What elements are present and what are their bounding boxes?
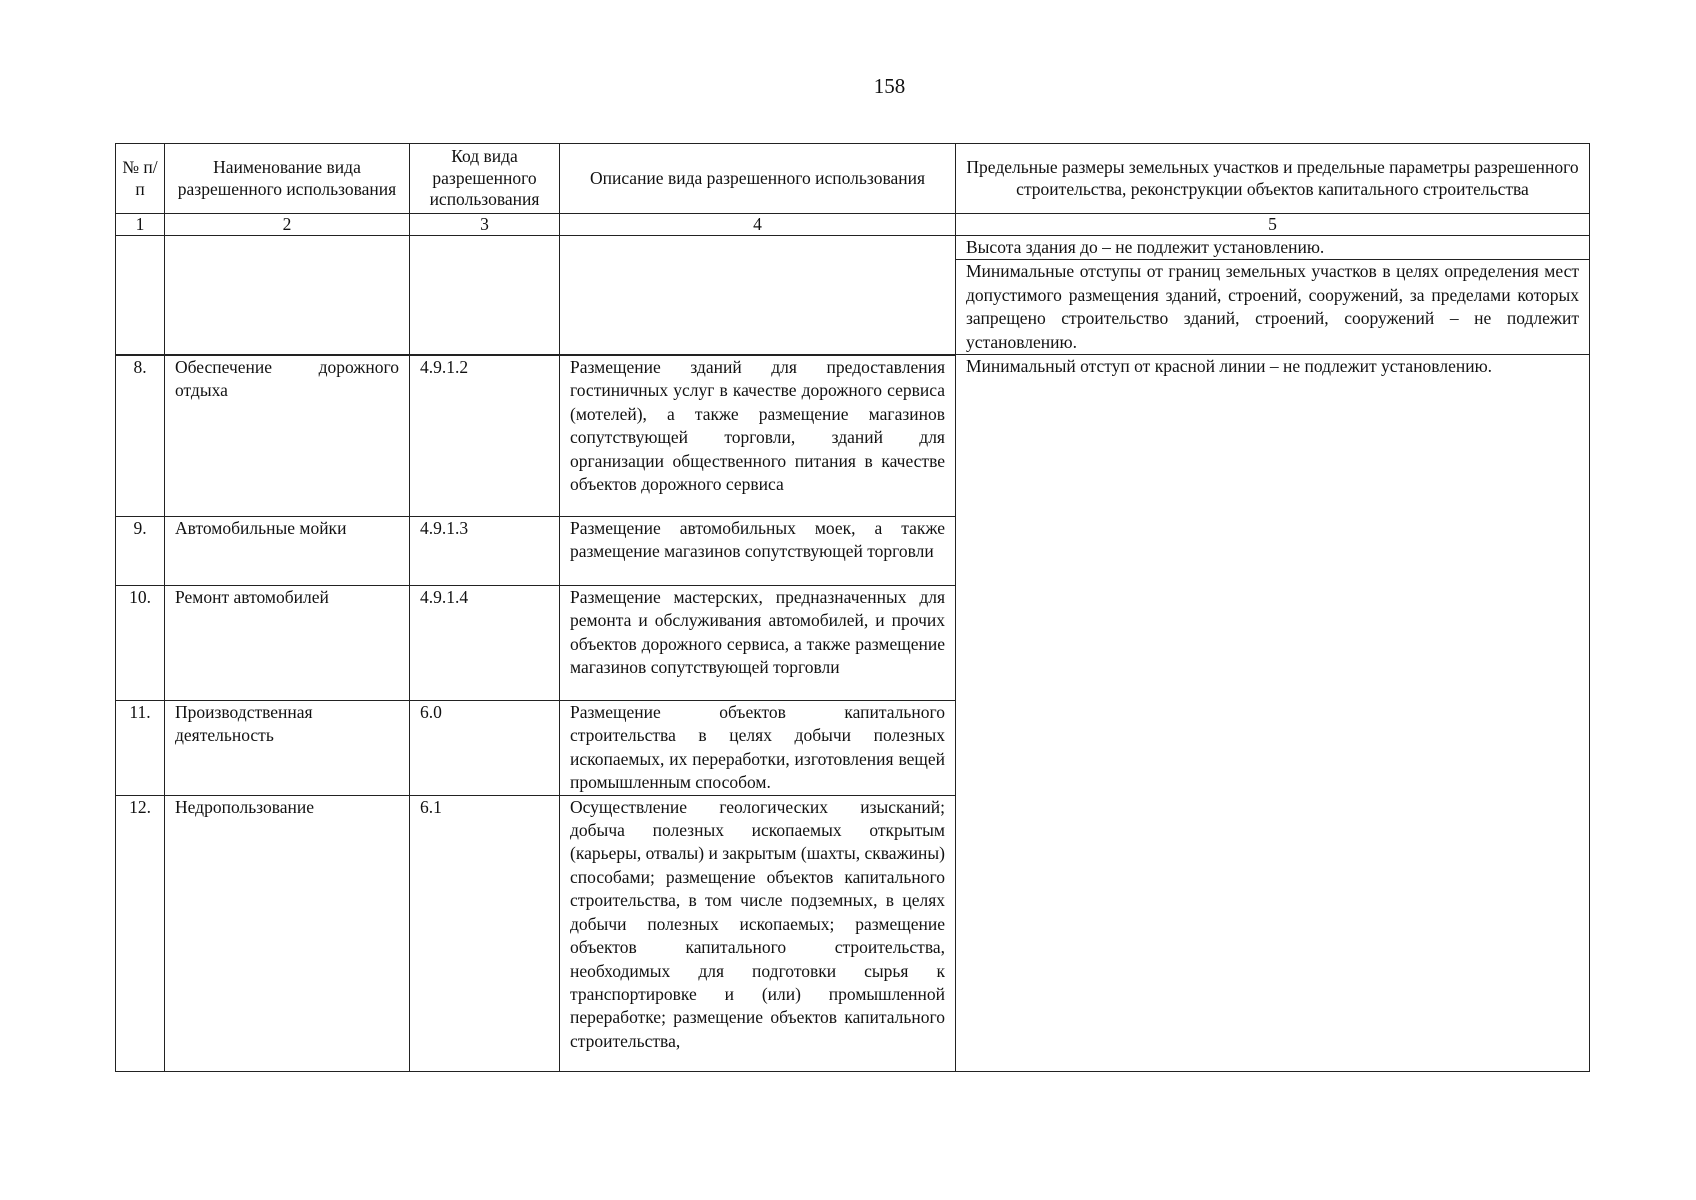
header-description: Описание вида разрешенного использования	[560, 144, 956, 214]
use-code: 4.9.1.4	[410, 586, 560, 701]
continuation-cell	[410, 236, 560, 355]
use-name: Производственная деятельность	[165, 701, 410, 796]
use-code: 4.9.1.2	[410, 356, 560, 517]
use-name: Ремонт автомобилей	[165, 586, 410, 701]
param-red-line: Минимальный отступ от красной линии – не подлежит установлению.	[956, 355, 1590, 1072]
continuation-cell	[116, 236, 165, 355]
header-name: Наименование вида разрешенного использования	[165, 144, 410, 214]
row-number: 9.	[116, 517, 165, 586]
continuation-cell	[560, 236, 956, 355]
page-number: 158	[873, 74, 906, 98]
permitted-use-table	[115, 143, 1590, 1071]
use-code: 6.0	[410, 701, 560, 796]
column-number: 4	[560, 214, 956, 236]
param-setbacks: Минимальные отступы от границ земельных участков в целях определения мест допустимого размещения зданий, строений, сооружений, за пределами которых запрещено строительство зданий, строений, сооружений – не подлежит установлению.	[956, 260, 1590, 355]
header-num: № п/п	[116, 144, 165, 214]
use-description: Размещение мастерских, предназначенных для ремонта и обслуживания автомобилей, и прочих объектов дорожного сервиса, а также размещение магазинов сопутствующей торговли	[560, 586, 956, 701]
param-height: Высота здания до – не подлежит установлению.	[956, 236, 1590, 260]
use-description: Размещение автомобильных моек, а также размещение магазинов сопутствующей торговли	[560, 517, 956, 586]
use-name: Недропользование	[165, 795, 410, 1071]
column-number: 2	[165, 214, 410, 236]
column-number: 5	[956, 214, 1590, 236]
header-params: Предельные размеры земельных участков и предельные параметры разрешенного строительства, реконструкции объектов капитального строительства	[956, 144, 1590, 214]
column-number-row	[116, 214, 1590, 236]
use-name: Автомобильные мойки	[165, 517, 410, 586]
header-code: Код вида разрешенного использования	[410, 144, 560, 214]
use-code: 6.1	[410, 795, 560, 1071]
continuation-row	[116, 236, 1590, 260]
use-name: Обеспечение дорожного отдыха	[165, 356, 410, 517]
use-description: Размещение зданий для предоставления гостиничных услуг в качестве дорожного сервиса (мотелей), а также размещение магазинов сопутствующей торговли, зданий для организации общественного питания в качестве объектов дорожного сервиса	[560, 356, 956, 517]
column-number: 3	[410, 214, 560, 236]
continuation-cell	[165, 236, 410, 355]
use-description: Размещение объектов капитального строительства в целях добычи полезных ископаемых, их переработки, изготовления вещей промышленным способом.	[560, 701, 956, 796]
use-code: 4.9.1.3	[410, 517, 560, 586]
header-row	[116, 144, 1590, 214]
row-number: 10.	[116, 586, 165, 701]
column-number: 1	[116, 214, 165, 236]
row-number: 11.	[116, 701, 165, 796]
row-number: 12.	[116, 795, 165, 1071]
use-description: Осуществление геологических изысканий; добыча полезных ископаемых открытым (карьеры, отвалы) и закрытым (шахты, скважины) способами; размещение объектов капитального строительства, в том числе подземных, в целях добычи полезных ископаемых; размещение объектов капитального строительства, необходимых для подготовки сырья к транспортировке и (или) промышленной переработке; размещение объектов капитального строительства,	[560, 795, 956, 1071]
row-number: 8.	[116, 356, 165, 517]
